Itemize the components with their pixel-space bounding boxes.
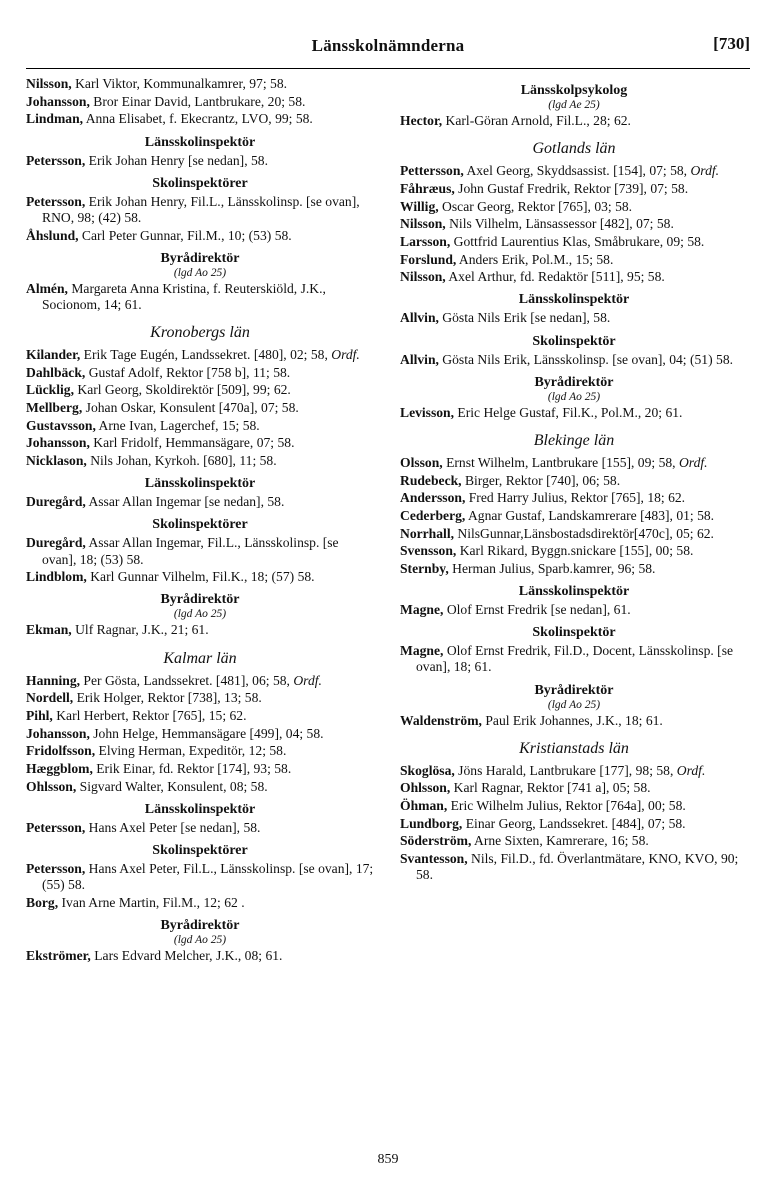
directory-entry: [400, 490, 748, 506]
directory-entry: [400, 833, 748, 849]
entry-surname: Johansson,: [26, 435, 90, 451]
right-column: [400, 76, 748, 885]
entry-details: Karl Viktor, Kommunalkamrer, 97; 58.: [71, 76, 288, 91]
entry-details: Olof Ernst Fredrik, Fil.D., Docent, Länsskolinsp. [se ovan], 18; 61.: [416, 643, 734, 675]
entry-details: Gösta Nils Erik [se nedan], 58.: [438, 310, 611, 326]
directory-entry: [400, 181, 748, 197]
directory-entry: [26, 948, 374, 964]
entry-surname: Ekman,: [26, 622, 72, 638]
directory-entry: [26, 820, 374, 836]
entry-details: Olof Ernst Fredrik [se nedan], 61.: [443, 602, 631, 618]
entry-details: Per Gösta, Landssekret. [481], 06; 58,: [80, 672, 294, 688]
entry-details: Erik Johan Henry, Fil.L., Länsskolinsp. [se ovan], RNO, 98; (42) 58.: [42, 193, 360, 225]
entry-role-italic: Ordf.: [678, 454, 708, 470]
entry-surname: Lindman,: [26, 111, 84, 127]
entry-surname: Borg,: [26, 894, 59, 910]
entry-surname: Willig,: [400, 198, 439, 214]
directory-entry: [26, 494, 374, 510]
directory-entry: [26, 365, 374, 381]
entry-surname: Kilander,: [26, 347, 81, 363]
entry-details: Anna Elisabet, f. Ekecrantz, LVO, 99; 58.: [83, 111, 313, 127]
entry-surname: Lindblom,: [26, 569, 87, 585]
entry-surname: Petersson,: [26, 193, 86, 209]
directory-entry: [400, 816, 748, 832]
entry-details: Lars Edvard Melcher, J.K., 08; 61.: [90, 948, 283, 963]
entry-surname: Öhman,: [400, 798, 448, 814]
entry-surname: Allvin,: [400, 310, 439, 326]
entry-surname: Magne,: [400, 602, 444, 618]
entry-details: Arne Sixten, Kamrerare, 16; 58.: [471, 833, 649, 849]
entry-details: Gustaf Adolf, Rektor [758 b], 11; 58.: [85, 364, 291, 380]
entry-details: Agnar Gustaf, Landskamrerare [483], 01; 58.: [465, 507, 715, 523]
entry-surname: Johansson,: [26, 725, 90, 741]
entry-surname: Dahlbäck,: [26, 364, 86, 380]
entry-surname: Ohlsson,: [400, 780, 451, 796]
header-page-ref: [730]: [713, 34, 750, 53]
entry-surname: Andersson,: [400, 490, 466, 506]
directory-entry: [26, 382, 374, 398]
section-heading: Byrådirektör: [160, 592, 240, 608]
entry-surname: Nilsson,: [400, 216, 446, 232]
county-heading: Kristianstads län: [519, 739, 629, 757]
section-heading: Skolinspektör: [532, 333, 616, 349]
county-heading: Kronobergs län: [150, 324, 250, 342]
entry-surname: Norrhall,: [400, 525, 454, 541]
entry-details: Eric Helge Gustaf, Fil.K., Pol.M., 20; 61.: [454, 404, 683, 420]
entry-details: Ernst Wilhelm, Lantbrukare [155], 09; 58,: [442, 454, 679, 470]
entry-details: Ivan Arne Martin, Fil.M., 12; 62 .: [58, 894, 245, 910]
directory-entry: [26, 194, 374, 226]
entry-surname: Cederberg,: [400, 507, 466, 523]
section-subheading: (lgd Ae 25): [548, 99, 600, 111]
entry-surname: Svensson,: [400, 543, 457, 559]
directory-entry: [26, 153, 374, 169]
entry-details: Gottfrid Laurentius Klas, Småbrukare, 09; 58.: [450, 233, 705, 249]
entry-details: Hans Axel Peter, Fil.L., Länsskolinsp. [se ovan], 17; (55) 58.: [42, 860, 374, 893]
entry-surname: Lundborg,: [400, 815, 463, 831]
directory-entry: [400, 561, 748, 577]
entry-surname: Svantesson,: [400, 851, 468, 867]
section-heading: Länsskolpsykolog: [520, 83, 628, 98]
entry-details: Fred Harry Julius, Rektor [765], 18; 62.: [465, 490, 686, 506]
entry-surname: Lücklig,: [26, 382, 74, 398]
entry-details: Erik Johan Henry [se nedan], 58.: [85, 152, 268, 168]
entry-surname: Almén,: [26, 280, 68, 296]
directory-entry: [400, 798, 748, 814]
directory-entry: [400, 602, 748, 618]
entry-details: Birger, Rektor [740], 06; 58.: [461, 472, 621, 488]
page-title: Länsskolnämnderna: [311, 36, 465, 55]
directory-entry: [400, 543, 748, 559]
page-footer: [0, 1152, 776, 1168]
entry-details: Margareta Anna Kristina, f. Reuterskiöld, J.K., Socionom, 14; 61.: [42, 280, 326, 312]
entry-surname: Pettersson,: [400, 163, 464, 179]
entry-surname: Forslund,: [400, 251, 457, 267]
entry-details: Erik Tage Eugén, Landssekret. [480], 02; 58,: [80, 347, 332, 363]
entry-details: Johan Oskar, Konsulent [470a], 07; 58.: [82, 400, 299, 416]
section-subheading: (lgd Ao 25): [547, 698, 601, 711]
directory-entry: [400, 269, 748, 285]
entry-details: Assar Allan Ingemar [se nedan], 58.: [85, 494, 285, 510]
directory-entry: [400, 113, 748, 129]
entry-surname: Rudebeck,: [400, 472, 462, 488]
entry-role-italic: Ordf.: [331, 347, 360, 363]
entry-details: Anders Erik, Pol.M., 15; 58.: [456, 251, 614, 267]
section-heading: Skolinspektörer: [152, 175, 248, 191]
county-heading: Blekinge län: [533, 431, 615, 449]
entry-details: Bror Einar David, Lantbrukare, 20; 58.: [89, 93, 306, 109]
entry-details: John Gustaf Fredrik, Rektor [739], 07; 58.: [454, 180, 689, 196]
entry-details: Herman Julius, Sparb.kamrer, 96; 58.: [448, 560, 656, 576]
entry-details: Hans Axel Peter [se nedan], 58.: [85, 819, 261, 835]
directory-entry: [26, 76, 374, 92]
entry-details: Oscar Georg, Rektor [765], 03; 58.: [438, 198, 633, 214]
directory-entry: [26, 418, 374, 434]
entry-surname: Duregård,: [26, 494, 86, 510]
entry-surname: Pihl,: [26, 707, 53, 723]
entry-details: Ulf Ragnar, J.K., 21; 61.: [71, 622, 209, 638]
section-heading: Länsskolinspektör: [518, 292, 630, 308]
header-rule: [26, 68, 750, 69]
section-heading: Länsskolinspektör: [144, 476, 256, 492]
section-heading: Byrådirektör: [534, 682, 614, 698]
entry-surname: Skoglösa,: [400, 762, 455, 778]
footer-page-number: 859: [377, 1152, 399, 1167]
directory-entry: [26, 726, 374, 742]
section-subheading: (lgd Ao 25): [547, 390, 601, 403]
directory-entry: [400, 455, 748, 471]
entry-details: Karl-Göran Arnold, Fil.L., 28; 62.: [442, 113, 631, 128]
directory-entry: [400, 252, 748, 268]
entry-details: Carl Peter Gunnar, Fil.M., 10; (53) 58.: [78, 227, 292, 243]
entry-details: Karl Ragnar, Rektor [741 a], 05; 58.: [450, 780, 651, 796]
entry-details: Karl Herbert, Rektor [765], 15; 62.: [52, 707, 247, 723]
entry-details: Einar Georg, Landssekret. [484], 07; 58.: [462, 815, 686, 831]
entry-role-italic: Ordf.: [293, 672, 322, 688]
entry-surname: Nilsson,: [400, 269, 446, 285]
left-column: [26, 76, 374, 966]
directory-entry: [400, 473, 748, 489]
entry-surname: Petersson,: [26, 152, 86, 168]
directory-entry: [400, 234, 748, 250]
entry-surname: Allvin,: [400, 351, 439, 367]
directory-entry: [26, 94, 374, 110]
directory-entry: [400, 216, 748, 232]
entry-details: Erik Einar, fd. Rektor [174], 93; 58.: [92, 760, 292, 776]
entry-details: Karl Georg, Skoldirektör [509], 99; 62.: [73, 382, 291, 398]
entry-surname: Hanning,: [26, 672, 81, 688]
directory-entry: [26, 622, 374, 638]
directory-entry: [400, 713, 748, 729]
entry-surname: Waldenström,: [400, 712, 482, 728]
section-heading: Skolinspektör: [532, 625, 616, 641]
directory-entry: [26, 779, 374, 795]
entry-surname: Hector,: [400, 113, 443, 128]
entry-details: Elving Herman, Expeditör, 12; 58.: [95, 743, 287, 759]
entry-surname: Nicklason,: [26, 453, 87, 469]
entry-surname: Johansson,: [26, 93, 90, 109]
directory-entry: [26, 861, 374, 893]
directory-entry: [400, 199, 748, 215]
directory-entry: [26, 347, 374, 363]
directory-entry: [26, 435, 374, 451]
entry-surname: Nordell,: [26, 690, 74, 706]
section-heading: Byrådirektör: [160, 250, 240, 266]
entry-role-italic: Ordf.: [676, 762, 706, 778]
entry-surname: Olsson,: [400, 454, 443, 470]
entry-details: Gösta Nils Erik, Länsskolinsp. [se ovan], 04; (51) 58.: [438, 351, 734, 367]
directory-entry: [26, 743, 374, 759]
directory-entry: [26, 569, 374, 585]
directory-entry: [400, 352, 748, 368]
directory-entry: [26, 228, 374, 244]
directory-entry: [400, 310, 748, 326]
directory-entry: [400, 851, 748, 883]
section-subheading: (lgd Ao 25): [173, 608, 227, 621]
section-heading: Byrådirektör: [160, 918, 240, 933]
directory-entry: [26, 761, 374, 777]
directory-entry: [400, 526, 748, 542]
entry-details: Axel Georg, Skyddsassist. [154], 07; 58,: [463, 163, 691, 179]
entry-details: Erik Holger, Rektor [738], 13; 58.: [73, 690, 262, 706]
section-heading: Skolinspektörer: [152, 842, 248, 858]
county-heading: Kalmar län: [163, 649, 237, 667]
entry-surname: Ohlsson,: [26, 778, 77, 794]
entry-surname: Fåhræus,: [400, 180, 455, 196]
section-heading: Länsskolinspektör: [144, 134, 256, 150]
entry-surname: Sternby,: [400, 560, 449, 576]
entry-details: Nils Johan, Kyrkoh. [680], 11; 58.: [86, 453, 277, 469]
entry-details: Nils, Fil.D., fd. Överlantmätare, KNO, KVO, 90; 58.: [416, 851, 739, 883]
directory-entry: [26, 400, 374, 416]
section-heading: Länsskolinspektör: [144, 801, 256, 817]
entry-surname: Fridolfsson,: [26, 743, 96, 759]
directory-entry: [26, 453, 374, 469]
entry-details: Axel Arthur, fd. Redaktör [511], 95; 58.: [445, 269, 665, 285]
directory-entry: [26, 673, 374, 689]
directory-entry: [400, 643, 748, 675]
section-heading: Skolinspektörer: [152, 517, 248, 533]
entry-surname: Nilsson,: [26, 76, 72, 91]
entry-surname: Ekströmer,: [26, 948, 91, 963]
entry-details: NilsGunnar,Länsbostadsdirektör[470c], 05; 62.: [454, 525, 714, 541]
section-heading: Byrådirektör: [534, 374, 614, 390]
entry-surname: Söderström,: [400, 833, 472, 849]
directory-entry: [400, 508, 748, 524]
section-subheading: (lgd Ao 25): [173, 934, 227, 946]
entry-surname: Gustavsson,: [26, 417, 96, 433]
columns-container: [26, 76, 750, 966]
directory-entry: [26, 535, 374, 567]
entry-surname: Hæggblom,: [26, 760, 93, 776]
entry-details: Arne Ivan, Lagerchef, 15; 58.: [95, 417, 260, 433]
entry-details: Karl Fridolf, Hemmansägare, 07; 58.: [89, 435, 295, 451]
entry-details: Karl Gunnar Vilhelm, Fil.K., 18; (57) 58.: [86, 569, 315, 585]
directory-entry: [26, 111, 374, 127]
directory-entry: [400, 763, 748, 779]
entry-role-italic: Ordf.: [690, 163, 720, 179]
entry-details: Paul Erik Johannes, J.K., 18; 61.: [481, 712, 663, 728]
entry-surname: Duregård,: [26, 535, 86, 551]
directory-entry: [400, 405, 748, 421]
entry-details: John Helge, Hemmansägare [499], 04; 58.: [89, 725, 324, 741]
entry-surname: Levisson,: [400, 404, 455, 420]
entry-surname: Larsson,: [400, 233, 451, 249]
directory-entry: [26, 895, 374, 911]
section-heading: Länsskolinspektör: [518, 584, 630, 600]
entry-details: Nils Vilhelm, Länsassessor [482], 07; 58.: [445, 216, 674, 232]
entry-details: Jöns Harald, Lantbrukare [177], 98; 58,: [454, 762, 677, 778]
entry-details: Karl Rikard, Byggn.snickare [155], 00; 58.: [456, 543, 694, 559]
entry-details: Eric Wilhelm Julius, Rektor [764a], 00; 58.: [447, 798, 686, 814]
county-heading: Gotlands län: [532, 140, 616, 158]
directory-entry: [26, 690, 374, 706]
page-header: [26, 30, 750, 64]
entry-details: Sigvard Walter, Konsulent, 08; 58.: [76, 778, 268, 794]
directory-entry: [400, 780, 748, 796]
directory-entry: [400, 163, 748, 179]
entry-surname: Petersson,: [26, 819, 86, 835]
directory-entry: [26, 281, 374, 313]
entry-surname: Mellberg,: [26, 400, 83, 416]
directory-entry: [26, 708, 374, 724]
entry-surname: Magne,: [400, 643, 444, 659]
entry-surname: Petersson,: [26, 860, 86, 876]
entry-details: Assar Allan Ingemar, Fil.L., Länsskolinsp. [se ovan], 18; (53) 58.: [42, 535, 339, 567]
entry-surname: Åhslund,: [26, 227, 79, 243]
section-subheading: (lgd Ao 25): [173, 266, 227, 279]
